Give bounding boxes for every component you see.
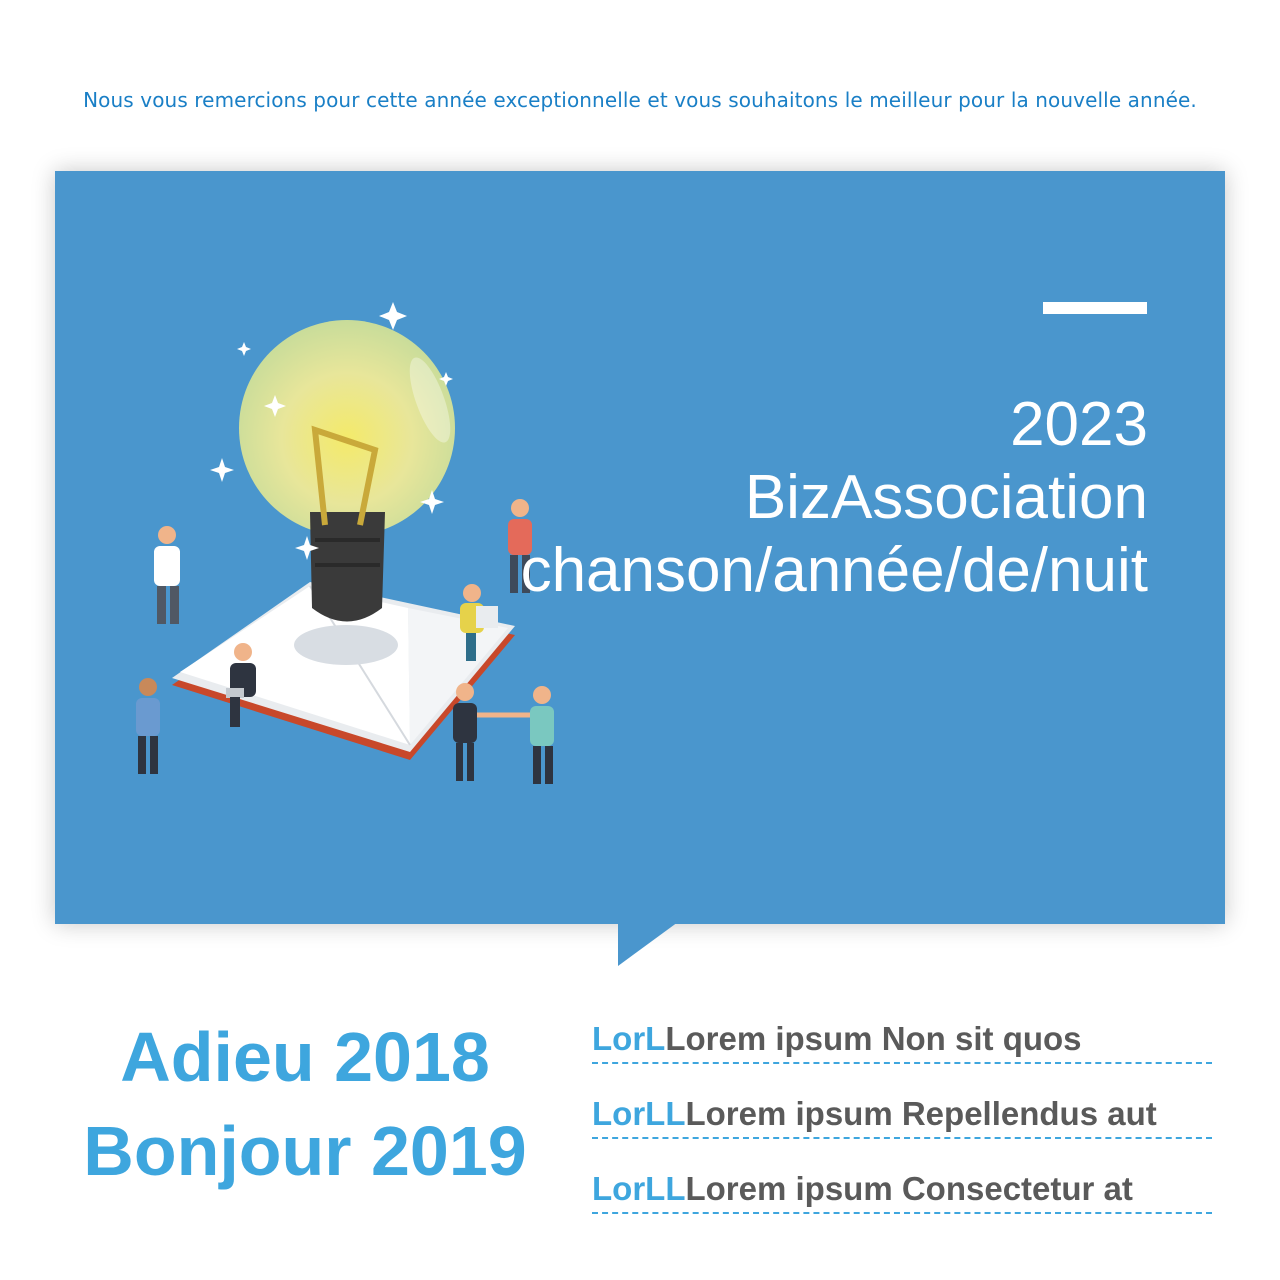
dashed-divider — [592, 1137, 1212, 1139]
list-item-text: Lorem ipsum Repellendus aut — [685, 1095, 1157, 1132]
dashed-divider — [592, 1062, 1212, 1064]
hero-title-line: chanson/année/de/nuit — [520, 536, 1148, 605]
greeting-line-hello: Bonjour 2019 — [83, 1112, 527, 1190]
hero-title — [428, 388, 1148, 607]
person-standing-icon — [136, 678, 160, 774]
lorem-list — [592, 1016, 1212, 1241]
hero-title-line: BizAssociation — [744, 463, 1148, 532]
list-item-prefix: LorLL — [592, 1170, 686, 1207]
list-item-prefix: LorLL — [592, 1095, 686, 1132]
list-item-text: Lorem ipsum Non sit quos — [665, 1020, 1082, 1057]
tagline: Nous vous remercions pour cette année exceptionnelle et vous souhaitons le meilleur pour la nouvelle année. — [83, 88, 1197, 112]
accent-bar — [1043, 302, 1147, 314]
list-item — [592, 1091, 1212, 1166]
people-handshake-icon — [453, 683, 554, 784]
greeting-line-farewell: Adieu 2018 — [120, 1018, 490, 1096]
list-item-prefix: LorL — [592, 1020, 666, 1057]
dashed-divider — [592, 1212, 1212, 1214]
lightbulb-icon — [239, 320, 459, 622]
person-walking-icon — [154, 526, 180, 624]
greeting-heading — [30, 1010, 580, 1198]
list-item — [592, 1016, 1212, 1091]
hero-title-line: 2023 — [1010, 390, 1148, 459]
list-item-text: Lorem ipsum Consectetur at — [685, 1170, 1133, 1207]
list-item — [592, 1166, 1212, 1241]
